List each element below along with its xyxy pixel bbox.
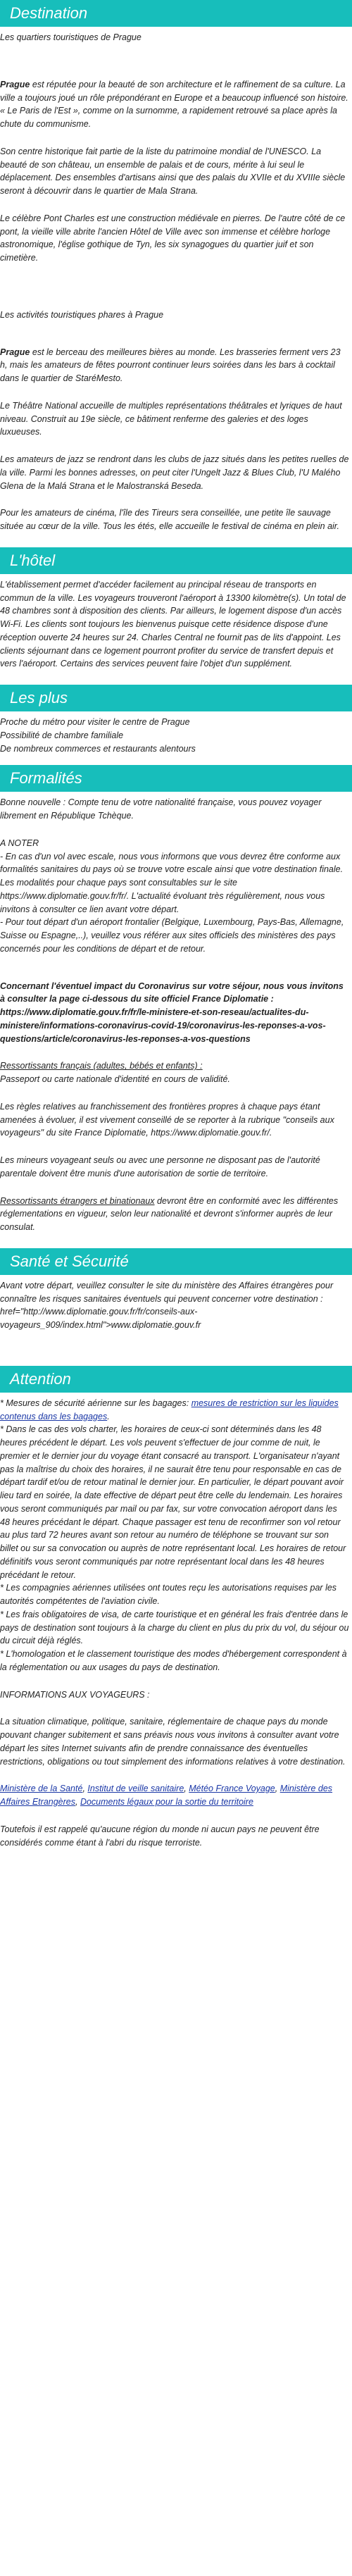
note-line: - En cas d'un vol avec escale, nous vous informons que vous devrez être conforme aux formalités sanitaires du pays où se trouve votre escale ainsi que votre destination finale. <box>0 851 344 875</box>
destination-paragraph-3: Le célèbre Pont Charles est une construction médiévale en pierres. De l'autre côté de ce pont, la vieille ville abrite l'ancien Hôtel de Ville avec son immense et célèbre horloge astronomique, l'église gothique de Tyn, les six synagogues du quartier juif et son cimetière. <box>0 213 346 263</box>
section-header-hotel: L'hôtel <box>0 547 352 574</box>
destination-section <box>0 27 352 533</box>
sante-text: Avant votre départ, veuillez consulter le site du ministère des Affaires étrangères pour connaître les risques sanitaires éventuels qui peuvent concerner votre destination : href="http://www.diplomatie.gouv.fr/fr/conseils-aux-voyageurs_909/index.html">www.diplomatie.gouv.fr <box>0 1280 334 1330</box>
note-line: Les modalités pour chaque pays sont consultables sur le site https://www.diplomatie.gouv.fr/fr/. L'actualité évoluant très régulièrement, nous vous invitons à consulter ce lien avant votre départ. <box>0 878 325 914</box>
hotel-section <box>0 574 352 671</box>
minors-notice: Les mineurs voyageant seuls ou avec une personne ne disposant pas de l'autorité parentale doivent être munis d'une autorisation de sortie de territoire. <box>0 1155 320 1178</box>
section-header-attention: Attention <box>0 1366 352 1393</box>
attention-luggage-end: . <box>107 1411 110 1421</box>
terrorism-notice: Toutefois il est rappelé qu'aucune région du monde ni aucun pays ne peuvent être considérés comme étant à l'abri du risque terroriste. <box>0 1824 320 1848</box>
formalites-nationality-note: Bonne nouvelle : Compte tenu de votre nationalité française, vous pouvez voyager librement en République Tchèque. <box>0 797 322 821</box>
french-nationals-title-text: Ressortissants français (adultes, bébés et enfants) : <box>0 1061 203 1071</box>
foreign-nationals-title: Ressortissants étrangers et binationaux <box>0 1195 155 1206</box>
info-text: La situation climatique, politique, sanitaire, réglementaire de chaque pays du monde pouvant changer subitement et sans préavis nous vous invitons à consulter avant votre départ les sites Internet suivants afin de prendre connaissance des éventuelles restrictions, obligations ou tout simplement des informations relatives à votre destination. <box>0 1717 346 1767</box>
note-line: - Pour tout départ d'un aéroport frontalier (Belgique, Luxembourg, Pays-Bas, Allemagne, Suisse ou Espagne,..), veuillez vous référer aux sites officiels des ministères des pays concernés pour les conditions de départ et de retour. <box>0 917 344 954</box>
city-name-2: Prague <box>0 347 30 357</box>
section-header-sante: Santé et Sécurité <box>0 1248 352 1275</box>
attention-luggage-text: * Mesures de sécurité aérienne sur les bagages: <box>0 1398 191 1408</box>
destination-paragraph-1-text: est réputée pour la beauté de son architecture et le raffinement de sa culture. La ville a toujours joué un rôle prépondérant en Europe et a beaucoup influencé son histoire. « Le Paris de l'Est », comme on la surnomme, a rapidement retrouvé sa place après la chute du communisme. <box>0 79 348 129</box>
attention-airlines: * Les compagnies aériennes utilisées ont toutes reçu les autorisations requises par les autorités compétentes de l'aviation civile. <box>0 1583 337 1606</box>
destination-paragraph-2: Son centre historique fait partie de la liste du patrimoine mondial de l'UNESCO. La beauté de son château, un ensemble de palais et de cours, mérite à lui seul le déplacement. Des ensembles d'artisans ainsi que des palais du XVIIe et du XVIIIe siècle seront à découvrir dans le quartier de Mala Strana. <box>0 146 346 196</box>
destination-intro: Les quartiers touristiques de Prague <box>0 32 142 42</box>
sante-section <box>0 1275 352 1366</box>
formalites-section <box>0 792 352 1234</box>
attention-section <box>0 1393 352 1850</box>
french-nationals-text: Passeport ou carte nationale d'identité en cours de validité. <box>0 1074 230 1084</box>
link-documents-legaux[interactable]: Documents légaux pour la sortie du territoire <box>80 1797 253 1807</box>
link-meteo-france[interactable]: Météo France Voyage <box>189 1784 275 1794</box>
official-links: Ministère de la Santé, Institut de veille sanitaire, Météo France Voyage, Ministère des Affaires Etrangères, Documents légaux pour la sortie du territoire <box>0 1784 333 1807</box>
destination-paragraph-1 <box>0 78 352 131</box>
liquids-restriction-link[interactable]: mesures de restriction sur les liquides contenus dans les bagages <box>0 1398 339 1421</box>
plus-item: De nombreux commerces et restaurants alentours <box>0 743 196 754</box>
plus-section <box>0 711 352 765</box>
note-title: A NOTER <box>0 838 39 848</box>
activities-paragraph-1-text: est le berceau des meilleures bières au monde. Les brasseries ferment vers 23 h, mais les amateurs de fêtes pourront continuer leurs soirées dans les bars à cocktail dans le quartier de StaréMesto. <box>0 347 341 383</box>
plus-item: Possibilité de chambre familiale <box>0 730 124 740</box>
covid-notice-text: Concernant l'éventuel impact du Coronavirus sur votre séjour, nous vous invitons à consulter la page ci-dessous du site officiel France Diplomatie : https://www.diplomatie.gouv.fr/fr/le-ministere-et-son-reseau/actualites-du-ministere/informations-coronavirus-covid-19/coronavirus-les-reponses-a-vos-questions/article/coronavirus-les-reponses-a-vos-questions <box>0 981 344 1044</box>
attention-classification: * L'homologation et le classement touristique des modes d'hébergement correspondent à la réglementation ou aux usages du pays de destination. <box>0 1649 347 1672</box>
section-header-destination: Destination <box>0 0 352 27</box>
link-veille-sanitaire[interactable]: Institut de veille sanitaire <box>87 1784 184 1794</box>
info-title: INFORMATIONS AUX VOYAGEURS : <box>0 1689 150 1700</box>
hotel-description: L'établissement permet d'accéder facilement au principal réseau de transports en commun de la ville. Les voyageurs trouveront l'aéroport à 13300 kilomètre(s). Un total de 48 chambres sont à disposition des clients. Par ailleurs, le logement dispose d'un accès Wi-Fi. Les clients sont toujours les bienvenus puisque cette résidence dispose d'une réception ouverte 24 heures sur 24. Charles Central ne fournit pas de lits d'appoint. Les clients séjournant dans ce logement pourront profiter du service de transfert depuis et vers l'aéroport. Certains des services peuvent faire l'objet d'un supplément. <box>0 579 346 669</box>
attention-luggage <box>0 1397 352 1424</box>
link-affaires-etrangeres[interactable]: Ministère des Affaires Etrangères <box>0 1784 333 1807</box>
plus-item: Proche du métro pour visiter le centre de Prague <box>0 717 190 727</box>
activities-paragraph-1 <box>0 346 352 385</box>
link-ministere-sante[interactable]: Ministère de la Santé <box>0 1784 83 1794</box>
foreign-nationals-text: devront être en conformité avec les différentes réglementations en vigueur, selon leur nationalité et devront s'informer auprès de leur consulat. <box>0 1195 339 1232</box>
attention-charter: * Dans le cas des vols charter, les horaires de ceux-ci sont déterminés dans les 48 heures précédent le départ. Les vols peuvent s'effectuer de jour comme de nuit, le premier et le dernier jour du voyage étant consacré au transport. L'organisateur n'ayant pas la maîtrise du choix des horaires, il ne saurait être tenu pour responsable en cas de départ tardif et/ou de retour matinal le dernier jour. En particulier, le départ pouvant avoir lieu tard en soirée, la date effective de départ peut être celle du lendemain. Les horaires vous seront communiqués par mail ou par fax, sur votre convocation aéroport dans les 48 heures précédant le départ. Chaque passager est tenu de reconfirmer son vol retour au plus tard 72 heures avant son retour au numéro de téléphone se trouvant sur son billet ou sur sa convocation ou auprès de notre représentant local. Les horaires de retour définitifs vous seront communiqués par notre représentant local dans les 48 heures précédant le retour. <box>0 1424 346 1580</box>
foreign-nationals <box>0 1195 352 1234</box>
activities-title: Les activités touristiques phares à Prague <box>0 309 164 320</box>
attention-fees: * Les frais obligatoires de visa, de carte touristique et en général les frais d'entrée dans le pays de destination sont toujours à la charge du client en plus du prix du vol, du séjour ou du circuit déjà réglés. <box>0 1609 349 1646</box>
french-nationals-title <box>0 1059 352 1073</box>
activities-paragraph-3: Les amateurs de jazz se rendront dans les clubs de jazz situés dans les petites ruelles de la ville. Parmi les bonnes adresses, on peut citer l'Ungelt Jazz & Blues Club, l'U Malého Glena de la Malá Strana et le Malostranská Beseda. <box>0 454 349 491</box>
city-name: Prague <box>0 79 30 89</box>
section-header-plus: Les plus <box>0 685 352 711</box>
border-rules: Les règles relatives au franchissement des frontières propres à chaque pays étant amenées à évoluer, il est vivement conseillé de se reporter à la rubrique "conseils aux voyageurs" du site France Diplomatie, https://www.diplomatie.gouv.fr/. <box>0 1101 334 1138</box>
section-header-formalites: Formalités <box>0 765 352 792</box>
activities-paragraph-4: Pour les amateurs de cinéma, l'île des Tireurs sera conseillée, une petite île sauvage située au cœur de la ville. Tous les étés, elle accueille le festival de cinéma en plein air. <box>0 508 339 531</box>
activities-paragraph-2: Le Théâtre National accueille de multiples représentations théâtrales et lyriques de haut niveau. Construit au 19e siècle, ce bâtiment renferme des galeries et des loges luxueuses. <box>0 400 342 437</box>
covid-notice <box>0 980 352 1046</box>
